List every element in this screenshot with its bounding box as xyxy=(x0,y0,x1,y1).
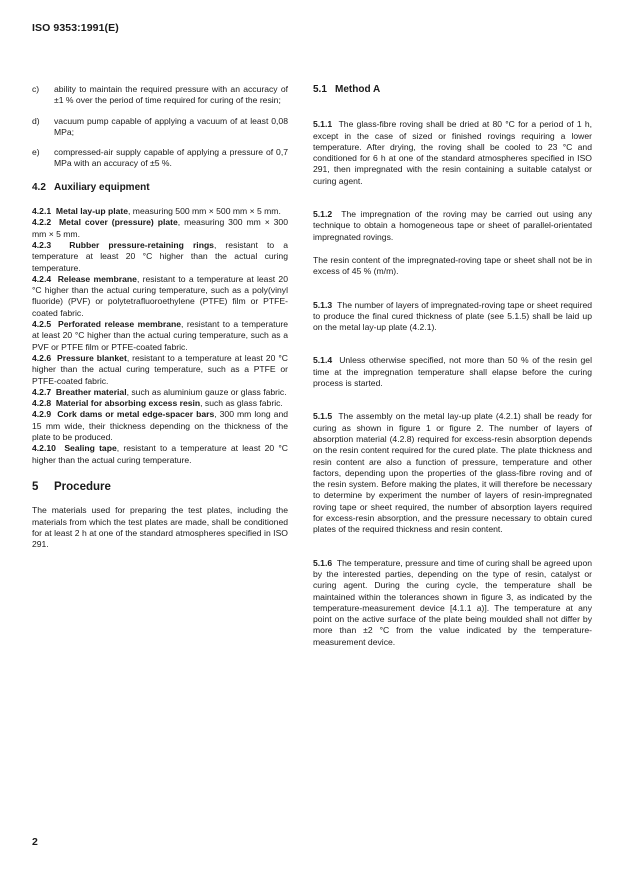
section-number: 5.1 xyxy=(313,84,327,95)
subsection-term: Release membrane xyxy=(57,273,137,284)
list-text: compressed-air supply capable of applying a pressure of 0,7 MPa with an accuracy of ±5 %. xyxy=(54,147,288,169)
subsection-4-2-9 xyxy=(32,409,288,443)
list-item xyxy=(32,84,288,107)
document-header: ISO 9353:1991(E) xyxy=(32,22,119,34)
list-item xyxy=(32,147,288,170)
paragraph-text: The assembly on the metal lay-up plate (4.2.1) shall be ready for curing as shown in figure 1 or figure 2. The number of layers of absorption material (4.2.8) required for excess-resin absorption depends on the resin content required for the cured plate. The plate thickness and resin content are also a function of pressure, temperature and other factors, depending upon the properties of the glass-fibre roving and of the resin system. Before making the plates, it will therefore be necessary to determine by experiment the number of layers of resin-impregnated roving tape or sheet required, the number of absorption layers required for excess-resin absorption, and the pressure necessary to obtain cured plates of the required thickness and resin content. xyxy=(313,411,592,535)
section-number: 5 xyxy=(32,480,39,493)
paragraph-text: The impregnation of the roving may be carried out using any technique to obtain a homogeneous tape or sheet of parallel-orientated impregnated rovings. xyxy=(313,209,592,242)
paragraph-text: The temperature, pressure and time of curing shall be agreed upon by the interested parties, depending on the type of resin, catalyst or curing agent. During the curing cycle, the temperature shall be maintained within the tolerances shown in figure 3, as indicated by the temperature-measurement device [4.1.1 a)]. The temperature at any point on the active surface of the plate being moulded shall not differ by more than ±2 °C from the value indicated by the temperature-measurement device. xyxy=(313,557,593,647)
subsection-term: Metal cover (pressure) plate xyxy=(59,217,178,228)
paragraph-5-1-3 xyxy=(313,300,592,334)
subsection-text: , resistant to a temperature at least 20 °C higher than the actual curing temperature, such as a PVF or PTFE film or PTFE-coated fabric. xyxy=(32,319,288,352)
subsection-number: 4.2.6 xyxy=(32,352,52,363)
subsection-term: Breather material xyxy=(55,386,127,397)
list-marker: d) xyxy=(32,115,40,126)
paragraph-text: The number of layers of impregnated-roving tape or sheet required to produce the final cured thickness of plate (see 5.1.5) shall be laid up on the metal lay-up plate (4.2.1). xyxy=(313,299,593,333)
paragraph-text: The resin content of the impregnated-roving tape or sheet shall not be in excess of 45 % (m/m). xyxy=(313,254,592,277)
subsection-text: , 300 mm long and 15 mm wide, their thickness depending on the thickness of the plate to be produced. xyxy=(32,409,288,443)
subsection-text: , measuring 500 mm × 500 mm × 5 mm. xyxy=(128,206,281,217)
subsection-4-2-3 xyxy=(32,240,288,274)
subsection-number: 4.2.9 xyxy=(32,409,52,420)
subsection-number: 4.2.5 xyxy=(32,319,52,330)
subsection-4-2-2 xyxy=(32,217,288,240)
subsection-number: 4.2.2 xyxy=(32,217,52,228)
left-column xyxy=(32,84,288,550)
subsection-text: , measuring 300 mm × 300 mm × 5 mm. xyxy=(32,217,288,239)
subsection-number: 4.2.8 xyxy=(32,398,52,409)
paragraph-number: 5.1.5 xyxy=(313,411,333,422)
subsection-text: , resistant to a temperature at least 20 °C higher than the actual curing temperature, such as a poly(vinyl fluoride) (PVF) or polytetrafluoroethylene (PTFE) film or PTFE-coated fabric. xyxy=(32,273,288,318)
subsection-4-2-10 xyxy=(32,443,288,466)
subsection-text: , resistant to a temperature at least 20 °C higher than the actual curing temperature. xyxy=(32,239,288,273)
paragraph-number: 5.1.2 xyxy=(313,209,333,220)
paragraph-5-1-2 xyxy=(313,209,592,243)
subsection-term: Metal lay-up plate xyxy=(55,206,129,217)
subsection-term: Cork dams or metal edge-spacer bars xyxy=(57,409,215,420)
subsection-term: Material for absorbing excess resin xyxy=(55,398,201,409)
list-marker: c) xyxy=(32,84,40,94)
subsection-4-2-1 xyxy=(32,206,288,217)
subsection-text: , such as glass fabric. xyxy=(200,398,283,409)
list-marker: e) xyxy=(32,147,40,158)
paragraph-5-1-1 xyxy=(313,119,592,187)
paragraph-number: 5.1.1 xyxy=(313,119,333,130)
list-text: vacuum pump capable of applying a vacuum of at least 0,08 MPa; xyxy=(54,115,288,137)
subsection-text: , resistant to a temperature at least 20 °C higher than the actual curing temperature, such as a PTFE or PTFE-coated fabric. xyxy=(32,352,288,386)
subsection-term: Perforated release membrane xyxy=(58,319,182,330)
list-text: ability to maintain the required pressure with an accuracy of ±1 % over the period of time required for curing of the resin; xyxy=(54,84,288,106)
paragraph-number: 5.1.4 xyxy=(313,355,333,366)
section-number: 4.2 xyxy=(32,181,46,193)
subsection-4-2-4 xyxy=(32,274,288,319)
paragraph-number: 5.1.3 xyxy=(313,299,333,310)
subsection-number: 4.2.4 xyxy=(32,273,52,284)
paragraph-resin-content xyxy=(313,255,592,278)
subsection-number: 4.2.10 xyxy=(32,443,56,454)
section-title: Method A xyxy=(335,84,381,95)
subsection-number: 4.2.1 xyxy=(32,206,52,217)
page-number: 2 xyxy=(32,836,38,848)
list-item xyxy=(32,116,288,139)
subsection-number: 4.2.3 xyxy=(32,239,52,250)
subsection-text: , such as aluminium gauze or glass fabric. xyxy=(126,386,287,397)
subsection-term: Pressure blanket xyxy=(57,352,127,363)
paragraph-number: 5.1.6 xyxy=(313,557,333,568)
subsection-term: Rubber pressure-retaining rings xyxy=(69,239,214,250)
subsection-term: Sealing tape xyxy=(64,443,117,454)
subsection-4-2-8 xyxy=(32,398,288,409)
section-title: Auxiliary equipment xyxy=(54,181,150,193)
subsection-4-2-7 xyxy=(32,387,288,398)
subsection-4-2-5 xyxy=(32,319,288,353)
section-5-paragraph: The materials used for preparing the test plates, including the materials from which the test plates are made, shall be conditioned for at least 2 h at one of the standard atmospheres specified in ISO 291. xyxy=(32,505,288,550)
section-heading-5 xyxy=(32,482,288,493)
paragraph-5-1-5 xyxy=(313,411,592,535)
subsection-number: 4.2.7 xyxy=(32,386,52,397)
section-heading-4-2 xyxy=(32,182,288,193)
paragraph-text: Unless otherwise specified, not more than 50 % of the resin gel time at the impregnation temperature shall elapse before the curing process is started. xyxy=(313,355,592,389)
paragraph-5-1-4 xyxy=(313,355,592,389)
subsection-text: , resistant to a temperature at least 20 °C higher than the actual curing temperature. xyxy=(32,443,288,465)
section-heading-5-1 xyxy=(313,84,592,95)
subsection-4-2-6 xyxy=(32,353,288,387)
paragraph-5-1-6 xyxy=(313,558,592,648)
section-title: Procedure xyxy=(54,480,111,493)
paragraph-text: The glass-fibre roving shall be dried at 80 °C for a period of 1 h, except in the case of sized or finished rovings requiring a lower temperature. After drying, the roving shall be cooled to 23 °C and conditioned for 6 h at one of the standard atmospheres specified in ISO 291, then impregnated with the resin containing a suitable catalyst or curing agent. xyxy=(313,119,592,186)
right-column xyxy=(313,84,592,670)
